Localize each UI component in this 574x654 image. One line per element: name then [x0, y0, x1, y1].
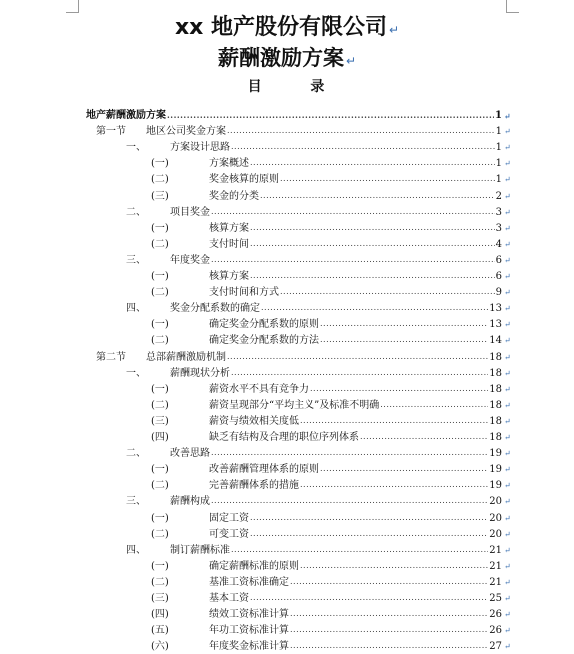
paragraph-mark-icon: ↵	[504, 465, 511, 475]
toc-entry-number: (三)	[151, 593, 169, 604]
paragraph-mark-icon: ↵	[504, 127, 511, 137]
toc-page-number: 13	[489, 319, 502, 331]
toc-page-number: 18	[489, 351, 502, 363]
paragraph-mark-icon: ↵	[504, 400, 511, 410]
toc-leader-dots	[250, 592, 488, 606]
toc-leader-dots	[231, 544, 488, 558]
toc-entry-title: 基本工资	[209, 593, 249, 604]
toc-page-number: 13	[489, 303, 502, 315]
toc-page-number: 1	[495, 158, 502, 170]
toc-page-number: 3	[495, 206, 502, 218]
toc-entry-number: (六)	[151, 641, 169, 653]
toc-entry[interactable]	[151, 173, 512, 187]
toc-entry[interactable]	[126, 495, 512, 509]
toc-page-number: 14	[489, 335, 502, 347]
toc-page-number: 9	[495, 287, 502, 299]
toc-leader-dots	[211, 254, 495, 268]
toc-page-number: 1	[495, 142, 502, 154]
toc-leader-dots	[360, 431, 488, 445]
toc-leader-dots	[227, 351, 488, 365]
toc-entry-title: 固定工资	[209, 512, 249, 524]
toc-entry-number: (四)	[151, 609, 169, 621]
toc-leader-dots	[300, 560, 488, 574]
toc-page-number: 18	[489, 399, 502, 411]
toc-entry[interactable]	[151, 624, 512, 638]
toc-entry-number: (一)	[151, 464, 169, 476]
toc-entry[interactable]	[151, 528, 512, 542]
toc-page-number: 21	[489, 544, 502, 556]
toc-entry[interactable]	[96, 125, 512, 139]
toc-page-number: 19	[489, 464, 502, 476]
toc-entry-title: 缺乏有结构及合理的职位序列体系	[209, 432, 359, 443]
paragraph-mark-icon: ↵	[388, 23, 400, 37]
toc-entry-title: 奖金的分类	[209, 190, 259, 202]
toc-page-number: 2	[495, 190, 502, 202]
toc-page-number: 18	[489, 383, 502, 395]
toc-leader-dots	[231, 141, 495, 155]
toc-entry-title: 项目奖金	[170, 206, 210, 218]
toc-page-number: 1	[495, 174, 502, 186]
toc-entry-title: 地产薪酬激励方案	[86, 110, 166, 121]
toc-entry[interactable]	[151, 190, 512, 204]
toc-entry-title: 制订薪酬标准	[170, 544, 230, 556]
toc-entry-number: 二、	[126, 206, 146, 218]
toc-entry-title: 完善薪酬体系的措施	[209, 480, 299, 492]
toc-leader-dots	[290, 624, 488, 638]
toc-leader-dots	[211, 495, 488, 509]
toc-leader-dots	[250, 238, 495, 252]
toc-page-number: 1	[495, 126, 502, 138]
toc-entry-number: (五)	[151, 625, 169, 637]
toc-entry-number: (二)	[151, 528, 169, 540]
toc-entry[interactable]	[126, 254, 512, 268]
toc-entry[interactable]	[126, 544, 512, 558]
toc-page-number: 20	[489, 528, 502, 540]
paragraph-mark-icon: ↵	[504, 497, 511, 507]
toc-entry-number: (一)	[151, 319, 169, 331]
toc-leader-dots	[300, 415, 488, 429]
toc-entry-title: 薪酬现状分析	[170, 367, 230, 379]
toc-entry-title: 确定奖金分配系数的方法	[209, 335, 319, 347]
toc-leader-dots	[231, 367, 488, 381]
toc-entry[interactable]	[96, 351, 512, 365]
paragraph-mark-icon: ↵	[504, 255, 511, 265]
paragraph-mark-icon: ↵	[345, 54, 357, 68]
toc-entry-title: 绩效工资标准计算	[209, 609, 289, 621]
toc-leader-dots	[290, 576, 488, 590]
toc-leader-dots	[250, 222, 495, 236]
toc-entry-number: (二)	[151, 480, 169, 492]
toc-entry[interactable]	[151, 318, 512, 332]
toc-entry-title: 方案概述	[209, 158, 249, 170]
toc-leader-dots	[167, 109, 494, 123]
toc-entry-title: 确定薪酬标准的原则	[209, 560, 299, 572]
toc-page-number: 27	[489, 641, 502, 653]
toc-entry[interactable]	[151, 286, 512, 300]
toc-entry-title: 核算方案	[209, 271, 249, 282]
toc-leader-dots	[280, 173, 495, 187]
toc-entry[interactable]	[151, 608, 512, 622]
toc-entry-number: (一)	[151, 222, 169, 234]
paragraph-mark-icon: ↵	[504, 513, 511, 523]
toc-page-number: 6	[495, 254, 502, 266]
toc-entry-number: 一、	[126, 142, 146, 154]
paragraph-mark-icon: ↵	[504, 207, 511, 217]
toc-leader-dots	[320, 318, 488, 332]
paragraph-mark-icon: ↵	[504, 272, 511, 281]
toc-entry[interactable]	[151, 399, 512, 413]
toc-entry-number: (二)	[151, 399, 169, 411]
toc-leader-dots	[211, 447, 488, 461]
toc-entry-title: 奖金分配系数的确定	[170, 303, 260, 315]
toc-entry[interactable]	[151, 157, 512, 171]
toc-entry-number: 三、	[126, 254, 146, 266]
toc-entry-number: (二)	[151, 287, 169, 299]
toc-page-number: 18	[489, 432, 502, 443]
toc-entry-title: 奖金核算的原则	[209, 174, 279, 186]
toc-entry-number: 三、	[126, 496, 146, 508]
toc-page-number: 1	[495, 110, 502, 121]
toc-entry[interactable]	[126, 206, 512, 220]
toc-entry[interactable]	[126, 447, 512, 461]
toc-page-number: 26	[489, 609, 502, 621]
toc-leader-dots	[250, 512, 488, 526]
paragraph-mark-icon: ↵	[504, 529, 511, 539]
toc-leader-dots	[261, 302, 488, 316]
toc-entry-number: (二)	[151, 174, 169, 186]
paragraph-mark-icon: ↵	[504, 239, 511, 249]
toc-entry[interactable]	[126, 141, 512, 155]
toc-entry-number: 四、	[126, 303, 146, 315]
toc-entry-title: 可变工资	[209, 528, 249, 540]
paragraph-mark-icon: ↵	[504, 577, 511, 587]
toc-entry-title: 改善薪酬管理体系的原则	[209, 464, 319, 476]
paragraph-mark-icon: ↵	[504, 175, 511, 185]
toc-entry-number: (四)	[151, 432, 169, 443]
toc-leader-dots	[290, 608, 488, 622]
toc-entry-title: 支付时间和方式	[209, 287, 279, 299]
toc-entry[interactable]	[151, 431, 512, 445]
toc-leader-dots	[260, 190, 495, 204]
toc-leader-dots	[250, 528, 488, 542]
toc-entry-title: 确定奖金分配系数的原则	[209, 319, 319, 331]
toc-page-number: 4	[495, 238, 502, 250]
toc-entry-number: (三)	[151, 415, 169, 427]
paragraph-mark-icon: ↵	[504, 288, 511, 298]
paragraph-mark-icon: ↵	[504, 336, 511, 346]
toc-entry-number: (一)	[151, 158, 169, 170]
toc-entry[interactable]	[151, 479, 512, 493]
toc-entry-number: 第二节	[96, 351, 126, 363]
paragraph-mark-icon: ↵	[504, 481, 511, 491]
toc-entry-number: (一)	[151, 560, 169, 572]
toc-entry-number: (二)	[151, 576, 169, 588]
toc-page-number: 18	[489, 415, 502, 427]
toc-leader-dots	[300, 479, 488, 493]
toc-page-number: 6	[495, 271, 502, 282]
toc-leader-dots	[320, 334, 488, 348]
paragraph-mark-icon: ↵	[504, 191, 511, 201]
toc-entry-title: 年功工资标准计算	[209, 625, 289, 637]
toc-entry[interactable]	[151, 560, 512, 574]
paragraph-mark-icon: ↵	[504, 594, 511, 603]
toc-entry-title: 改善思路	[170, 448, 210, 460]
toc-leader-dots	[211, 206, 495, 220]
paragraph-mark-icon: ↵	[504, 561, 511, 571]
toc-entry-number: 第一节	[96, 126, 126, 138]
paragraph-mark-icon: ↵	[504, 416, 511, 426]
toc-page-number: 20	[489, 496, 502, 508]
toc-entry[interactable]	[151, 415, 512, 429]
toc-entry[interactable]	[151, 576, 512, 590]
toc-entry-number: (二)	[151, 238, 169, 250]
paragraph-mark-icon: ↵	[504, 159, 511, 169]
toc-entry[interactable]	[151, 222, 512, 236]
toc-entry-title: 支付时间	[209, 238, 249, 250]
paragraph-mark-icon: ↵	[504, 143, 511, 153]
toc-entry-title: 年度奖金	[170, 254, 210, 266]
toc-leader-dots	[290, 640, 488, 654]
toc-entry[interactable]	[151, 383, 512, 397]
toc-entry-number: 四、	[126, 544, 146, 556]
paragraph-mark-icon: ↵	[504, 368, 511, 378]
paragraph-mark-icon: ↵	[504, 223, 511, 233]
toc-leader-dots	[250, 157, 495, 171]
toc-entry-number: 二、	[126, 448, 146, 460]
toc-entry[interactable]	[126, 302, 512, 316]
toc-entry-number: (二)	[151, 335, 169, 347]
document-title-text: 薪酬激励方案	[217, 46, 344, 70]
toc-entry-title: 方案设计思路	[170, 142, 230, 154]
toc-page-number: 19	[489, 480, 502, 492]
paragraph-mark-icon: ↵	[504, 320, 511, 330]
toc-entry-title: 薪资水平不具有竞争力	[209, 383, 309, 395]
toc-leader-dots	[250, 270, 495, 284]
toc-entry[interactable]	[151, 270, 512, 284]
toc-entry[interactable]	[151, 463, 512, 477]
toc-entry-title: 基准工资标准确定	[209, 576, 289, 588]
toc-entry-title: 年度奖金标准计算	[209, 641, 289, 653]
toc-leader-dots	[310, 383, 488, 397]
toc-entry-number: (一)	[151, 271, 169, 282]
toc-entry[interactable]	[151, 592, 512, 606]
toc-entry[interactable]	[151, 334, 512, 348]
toc-entry-title: 薪酬构成	[170, 496, 210, 508]
toc-entry-number: 一、	[126, 367, 146, 379]
paragraph-mark-icon: ↵	[504, 433, 511, 442]
toc-entry-title: 薪资与绩效相关度低	[209, 415, 299, 427]
paragraph-mark-icon: ↵	[504, 384, 511, 394]
toc-entry-number: (一)	[151, 383, 169, 395]
toc-entry[interactable]	[151, 512, 512, 526]
toc-page-number: 26	[489, 625, 502, 637]
toc-page-number: 18	[489, 367, 502, 379]
toc-page-number: 20	[489, 512, 502, 524]
paragraph-mark-icon: ↵	[504, 610, 511, 620]
toc-page-number: 21	[489, 576, 502, 588]
paragraph-mark-icon: ↵	[504, 352, 511, 362]
toc-leader-dots	[380, 399, 488, 413]
toc-entry-title: 地区公司奖金方案	[146, 126, 226, 138]
toc-entry-title: 薪资呈现部分“平均主义”及标准不明确	[209, 399, 380, 411]
paragraph-mark-icon: ↵	[504, 642, 511, 652]
toc-entry[interactable]	[126, 367, 512, 381]
toc-leader-dots	[227, 125, 495, 139]
toc-entry-number: (一)	[151, 512, 169, 524]
company-title-text: xx 地产股份有限公司	[174, 15, 387, 40]
toc-page-number: 25	[489, 593, 502, 604]
toc-entry-title: 总部薪酬激励机制	[146, 351, 226, 363]
paragraph-mark-icon: ↵	[504, 304, 511, 314]
toc-entry-title: 核算方案	[209, 222, 249, 234]
toc-page-number: 19	[489, 448, 502, 460]
toc-entry-number: (三)	[151, 190, 169, 202]
toc-entry[interactable]	[151, 640, 512, 654]
toc-leader-dots	[280, 286, 495, 300]
toc-entry[interactable]	[151, 238, 512, 252]
paragraph-mark-icon: ↵	[504, 626, 511, 636]
toc-page-number: 21	[489, 560, 502, 572]
toc-entry[interactable]	[86, 109, 512, 123]
toc-page-number: 3	[495, 222, 502, 234]
paragraph-mark-icon: ↵	[504, 111, 511, 121]
toc-leader-dots	[320, 463, 488, 477]
paragraph-mark-icon: ↵	[504, 449, 511, 459]
paragraph-mark-icon: ↵	[504, 545, 511, 555]
toc-heading-text: 目 录	[247, 79, 347, 95]
